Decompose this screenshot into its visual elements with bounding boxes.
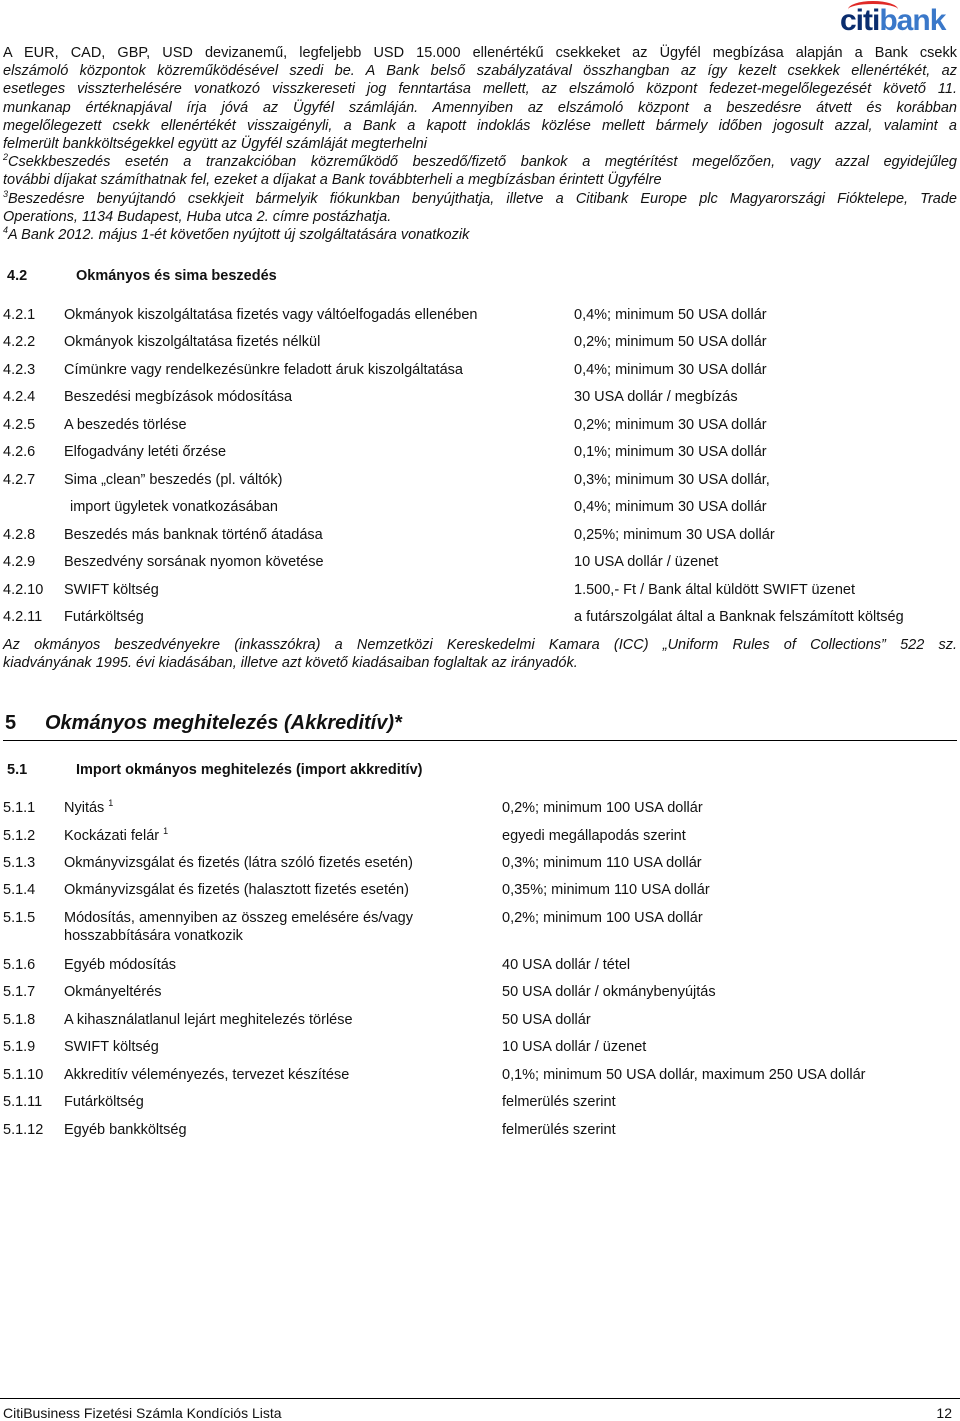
row-label — [64, 389, 292, 405]
row-label — [64, 1039, 159, 1055]
row-label-text: Beszedési megbízások módosítása — [64, 389, 293, 405]
row-number: 5.1.11 — [3, 1094, 43, 1110]
row-number: 4.2.10 — [3, 582, 44, 598]
footnote-text: Csekkbeszedés esetén a tranzakcióban közreműködő beszedő/fizető bankok a megtérítést megelőzően, vagy azzal egyidejűleg — [8, 154, 957, 171]
fee-row — [0, 417, 960, 439]
row-fee: 40 USA dollár / tétel — [502, 957, 631, 973]
footnote-mark: 4 — [3, 225, 9, 236]
row-label-continued: hosszabbítására vonatkozik — [64, 928, 243, 944]
intro-paragraph — [3, 44, 957, 244]
row-label-text: A kihasználatlanul lejárt meghitelezés törlése — [64, 1012, 353, 1028]
row-label — [64, 334, 320, 350]
row-label — [64, 855, 413, 871]
row-label — [64, 1012, 353, 1028]
fee-row — [0, 554, 960, 576]
row-label-text: Beszedés más banknak történő átadása — [64, 527, 323, 543]
intro-line: esetleges visszterhelésére vonatkozó visszkereseti jog fenntartása mellett, az elszámoló központ fedezet-megelőlegezését követő 11. — [3, 81, 957, 98]
fee-row — [0, 362, 960, 384]
row-number: 5.1.6 — [3, 957, 36, 973]
intro-line: munkanap értéknapjával írja jóvá az Ügyfél számláján. Amennyiben az elszámoló központ a beszedésre átvett és korábban — [3, 99, 957, 116]
row-fee: 0,4%; minimum 30 USA dollár — [574, 362, 767, 378]
row-number: 5.1.1 — [3, 800, 36, 816]
row-label-text: Akkreditív véleményezés, tervezet készítése — [64, 1067, 350, 1083]
fee-row — [0, 1012, 960, 1034]
fee-row — [0, 582, 960, 604]
row-label-text: Okmányvizsgálat és fizetés (látra szóló fizetés esetén) — [64, 855, 413, 871]
section-4-2-number: 4.2 — [7, 268, 28, 284]
row-label-text: Okmányok kiszolgáltatása fizetés vagy váltóelfogadás ellenében — [64, 307, 478, 323]
row-label — [64, 1094, 144, 1110]
fee-row — [0, 1067, 960, 1089]
row-fee: 10 USA dollár / üzenet — [574, 554, 719, 570]
row-number: 4.2.8 — [3, 527, 36, 543]
row-label-text: Egyéb bankköltség — [64, 1122, 187, 1138]
footnote-text: A Bank 2012. május 1-ét követően nyújtott új szolgáltatására vonatkozik — [8, 227, 470, 244]
row-label-text: Futárköltség — [64, 1094, 144, 1110]
row-label — [64, 828, 168, 844]
row-fee: felmerülés szerint — [502, 1094, 616, 1110]
row-fee: 0,35%; minimum 110 USA dollár — [502, 882, 710, 898]
row-label-text: Elfogadvány letéti őrzése — [64, 444, 227, 460]
note-line: kiadványának 1995. évi kiadásában, illetve azt követő kiadásaiban foglaltak az irányadók. — [3, 655, 578, 671]
logo-bank-text: bank — [879, 4, 946, 37]
row-label — [70, 499, 278, 515]
row-label-text: Okmányvizsgálat és fizetés (halasztott fizetés esetén) — [64, 882, 409, 898]
row-label — [64, 882, 409, 898]
row-label-text: Beszedvény sorsának nyomon követése — [64, 554, 324, 570]
row-label — [64, 307, 478, 323]
row-label — [64, 984, 162, 1000]
row-fee: 1.500,- Ft / Bank által küldött SWIFT üzenet — [574, 582, 856, 598]
row-label — [64, 527, 323, 543]
row-number: 5.1.4 — [3, 882, 36, 898]
intro-line: A EUR, CAD, GBP, USD devizanemű, legfeljebb USD 15.000 ellenértékű csekkeket az Ügyfél megbízása alapján a Bank csekk — [3, 45, 957, 61]
footnote-mark: 3 — [3, 188, 9, 199]
row-fee: a futárszolgálat által a Banknak felszámított költség — [574, 609, 904, 625]
section-4-2-title: Okmányos és sima beszedés — [76, 268, 277, 284]
row-label — [64, 554, 324, 570]
row-label-text: Módosítás, amennyiben az összeg emelésére és/vagy — [64, 910, 413, 926]
section-5-title: Okmányos meghitelezés (Akkreditív)* — [45, 712, 402, 734]
fee-row — [0, 1039, 960, 1061]
footnote-3-cont: Operations, 1134 Budapest, Huba utca 2. címre postázhatja. — [3, 208, 392, 225]
footnote-text: Beszedésre benyújtandó csekkjeit bármelyik fiókunkban benyújthatja, illetve a Citibank Europe plc Magyarországi Fióktelepe, Trade — [8, 190, 957, 207]
row-label — [64, 582, 159, 598]
intro-line: felmerült bankköltségekkel együtt az Ügyfél számláját megterhelni — [3, 136, 427, 153]
fee-row — [0, 609, 960, 631]
row-number: 5.1.12 — [3, 1122, 44, 1138]
row-label-text: import ügyletek vonatkozásában — [70, 499, 278, 515]
row-label — [64, 444, 226, 460]
fee-row — [0, 307, 960, 329]
fee-row — [0, 957, 960, 979]
footnote-4 — [3, 226, 957, 244]
row-fee: 0,1%; minimum 50 USA dollár, maximum 250 USA dollár — [502, 1067, 866, 1083]
row-label — [64, 417, 187, 433]
row-fee: 30 USA dollár / megbízás — [574, 389, 738, 405]
row-number: 4.2.4 — [3, 389, 36, 405]
section-5-1-number: 5.1 — [7, 762, 28, 778]
row-label-text: SWIFT költség — [64, 1039, 159, 1055]
intro-line: elszámoló központok közreműködésével szedi be. A Bank belső szabályzatával összhangban az így kezelt csekkek ellenértékét, az — [3, 63, 957, 80]
row-fee: 0,2%; minimum 30 USA dollár — [574, 417, 767, 433]
row-fee: 50 USA dollár / okmánybenyújtás — [502, 984, 716, 1000]
row-fee: 0,4%; minimum 30 USA dollár — [574, 499, 767, 515]
row-number: 4.2.2 — [3, 334, 36, 350]
fee-row — [0, 800, 960, 822]
row-label — [64, 1067, 349, 1083]
fee-row — [0, 855, 960, 877]
row-fee: felmerülés szerint — [502, 1122, 616, 1138]
note-line: Az okmányos beszedvényekre (inkasszókra) a Nemzetközi Kereskedelmi Kamara (ICC) „Uniform Rules of Collections” 522 sz. — [3, 637, 957, 653]
fee-row — [0, 984, 960, 1006]
row-fee: 0,2%; minimum 100 USA dollár — [502, 800, 703, 816]
row-fee: 0,4%; minimum 50 USA dollár — [574, 307, 767, 323]
fee-row — [0, 1122, 960, 1144]
row-label-text: Okmányeltérés — [64, 984, 162, 1000]
row-fee: 0,1%; minimum 30 USA dollár — [574, 444, 767, 460]
fee-row — [0, 389, 960, 411]
footer-divider — [0, 1398, 960, 1399]
row-label — [64, 362, 463, 378]
row-fee: 0,3%; minimum 110 USA dollár — [502, 855, 702, 871]
section-5-divider — [3, 740, 957, 741]
footnote-mark: 2 — [3, 152, 9, 163]
row-number: 5.1.9 — [3, 1039, 36, 1055]
row-label-text: Sima „clean” beszedés (pl. váltók) — [64, 472, 283, 488]
row-number: 5.1.3 — [3, 855, 36, 871]
row-fee: 0,2%; minimum 100 USA dollár — [502, 910, 703, 926]
row-number: 5.1.2 — [3, 828, 36, 844]
row-number: 4.2.11 — [3, 609, 43, 625]
row-label — [64, 910, 413, 926]
section-5-number: 5 — [5, 712, 17, 734]
fee-row — [0, 499, 960, 521]
citibank-logo — [840, 4, 950, 36]
row-number: 4.2.6 — [3, 444, 36, 460]
row-number: 4.2.3 — [3, 362, 36, 378]
row-fee: 0,25%; minimum 30 USA dollár — [574, 527, 775, 543]
row-label-text: Nyitás — [64, 800, 105, 816]
row-label — [64, 472, 282, 488]
row-label-text: Okmányok kiszolgáltatása fizetés nélkül — [64, 334, 321, 350]
row-label-text: Címünkre vagy rendelkezésünkre feladott áruk kiszolgáltatása — [64, 362, 463, 378]
fee-row — [0, 527, 960, 549]
row-label — [64, 957, 176, 973]
collection-note — [3, 636, 957, 672]
logo-citi-text: citi — [840, 4, 880, 37]
fee-row — [0, 472, 960, 494]
row-label — [64, 800, 113, 816]
fee-row — [0, 910, 960, 944]
fee-row — [0, 334, 960, 356]
row-label-text: Futárköltség — [64, 609, 144, 625]
row-label-text: Egyéb módosítás — [64, 957, 177, 973]
footnote-mark: 1 — [163, 826, 169, 837]
row-number: 5.1.8 — [3, 1012, 36, 1028]
row-label-text: A beszedés törlése — [64, 417, 187, 433]
footnote-3 — [3, 190, 957, 208]
row-fee: 50 USA dollár — [502, 1012, 591, 1028]
row-label — [64, 609, 144, 625]
fee-row — [0, 444, 960, 466]
row-label-text: Kockázati felár — [64, 828, 160, 844]
row-fee: 10 USA dollár / üzenet — [502, 1039, 647, 1055]
footnote-mark: 1 — [108, 798, 114, 809]
row-number: 4.2.7 — [3, 472, 36, 488]
row-number: 4.2.9 — [3, 554, 36, 570]
row-label — [64, 1122, 187, 1138]
section-5-1-title: Import okmányos meghitelezés (import akkreditív) — [76, 762, 423, 778]
footer-title: CitiBusiness Fizetési Számla Kondíciós Lista — [3, 1405, 282, 1421]
row-number: 5.1.10 — [3, 1067, 44, 1083]
fee-row — [0, 828, 960, 850]
row-number: 4.2.5 — [3, 417, 36, 433]
fee-row — [0, 882, 960, 904]
footnote-2 — [3, 153, 957, 171]
row-fee: 0,2%; minimum 50 USA dollár — [574, 334, 767, 350]
row-label-text: SWIFT költség — [64, 582, 159, 598]
intro-line: megelőlegezett csekk ellenértékét visszaigényli, a Bank a kapott indoklás közlése mellett bármely időben jogosult azzal, valamint a — [3, 117, 957, 134]
row-fee: egyedi megállapodás szerint — [502, 828, 686, 844]
row-number: 5.1.7 — [3, 984, 36, 1000]
row-number: 4.2.1 — [3, 307, 36, 323]
row-fee: 0,3%; minimum 30 USA dollár, — [574, 472, 770, 488]
footnote-2-cont: további díjakat számíthatnak fel, ezeket a díjakat a Bank továbbterheli a megbízásban érintett Ügyfélre — [3, 172, 662, 189]
fee-row — [0, 1094, 960, 1116]
page-number: 12 — [936, 1405, 952, 1421]
row-number: 5.1.5 — [3, 910, 36, 926]
